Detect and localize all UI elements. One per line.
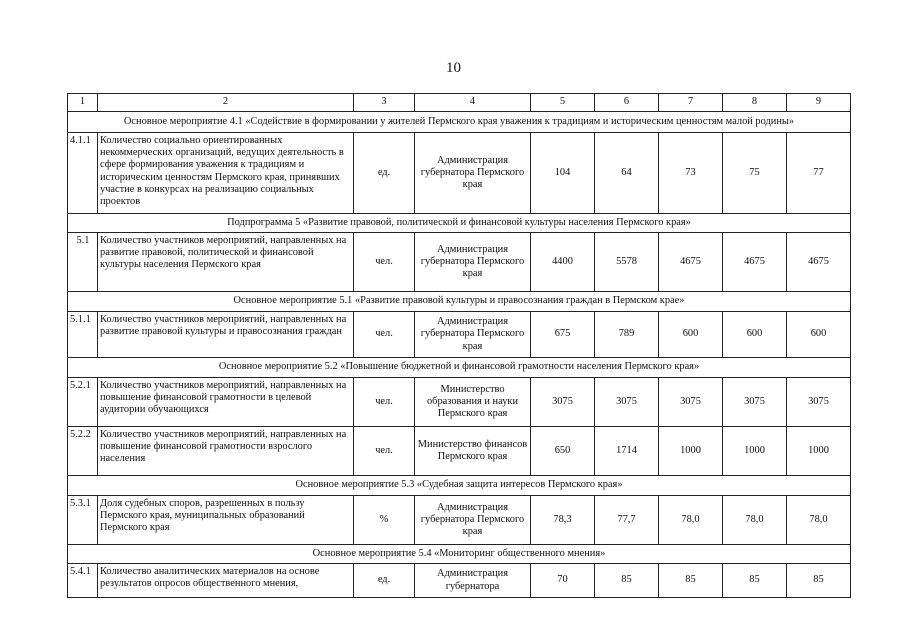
value-cell: 3075 [723,378,787,427]
table-row [68,564,851,598]
value-cell: 78,0 [723,496,787,545]
table-row [68,427,851,476]
section-title: Основное мероприятие 4.1 «Содействие в формировании у жителей Пермского края уважения к традициям и историческим ценностям малой родины» [68,112,851,133]
section-title: Основное мероприятие 5.4 «Мониторинг общественного мнения» [68,545,851,564]
unit-cell: ед. [354,564,415,598]
executor-cell: Администрация губернатора Пермского края [415,312,531,358]
column-header: 7 [659,94,723,112]
value-cell: 1714 [595,427,659,476]
table-row [68,312,851,358]
value-cell: 3075 [787,378,851,427]
table-row [68,133,851,214]
value-cell: 3075 [659,378,723,427]
indicator-name: Количество участников мероприятий, направленных на развитие правовой, политической и финансовой культуры населения Пермского края [98,233,354,292]
value-cell: 77 [787,133,851,214]
value-cell: 85 [723,564,787,598]
row-number: 5.4.1 [68,564,98,598]
value-cell: 4675 [787,233,851,292]
value-cell: 600 [659,312,723,358]
section-row [68,214,851,233]
value-cell: 789 [595,312,659,358]
value-cell: 3075 [595,378,659,427]
value-cell: 104 [531,133,595,214]
section-row [68,358,851,378]
indicator-name: Доля судебных споров, разрешенных в пользу Пермского края, муниципальных образований Пермского края [98,496,354,545]
value-cell: 4400 [531,233,595,292]
section-row [68,112,851,133]
executor-cell: Администрация губернатора [415,564,531,598]
value-cell: 73 [659,133,723,214]
value-cell: 85 [595,564,659,598]
row-number: 5.3.1 [68,496,98,545]
value-cell: 78,0 [787,496,851,545]
value-cell: 675 [531,312,595,358]
table-header-row [68,94,851,112]
section-title: Основное мероприятие 5.1 «Развитие правовой культуры и правосознания граждан в Пермском крае» [68,292,851,312]
section-row [68,476,851,496]
column-header: 8 [723,94,787,112]
unit-cell: чел. [354,427,415,476]
value-cell: 1000 [659,427,723,476]
unit-cell: чел. [354,312,415,358]
value-cell: 64 [595,133,659,214]
value-cell: 85 [659,564,723,598]
value-cell: 78,3 [531,496,595,545]
table-row [68,496,851,545]
indicators-table [67,93,851,598]
row-number: 5.1 [68,233,98,292]
section-title: Основное мероприятие 5.3 «Судебная защита интересов Пермского края» [68,476,851,496]
executor-cell: Администрация губернатора Пермского края [415,496,531,545]
section-row [68,292,851,312]
unit-cell: чел. [354,233,415,292]
column-header: 1 [68,94,98,112]
row-number: 5.1.1 [68,312,98,358]
indicator-name: Количество аналитических материалов на основе результатов опросов общественного мнения, [98,564,354,598]
value-cell: 600 [787,312,851,358]
value-cell: 75 [723,133,787,214]
table-row [68,378,851,427]
section-title: Подпрограмма 5 «Развитие правовой, политической и финансовой культуры населения Пермского края» [68,214,851,233]
unit-cell: чел. [354,378,415,427]
value-cell: 600 [723,312,787,358]
executor-cell: Администрация губернатора Пермского края [415,133,531,214]
value-cell: 70 [531,564,595,598]
table-row [68,233,851,292]
section-title: Основное мероприятие 5.2 «Повышение бюджетной и финансовой грамотности населения Пермского края» [68,358,851,378]
value-cell: 5578 [595,233,659,292]
value-cell: 77,7 [595,496,659,545]
section-row [68,545,851,564]
column-header: 2 [98,94,354,112]
value-cell: 78,0 [659,496,723,545]
indicator-name: Количество социально ориентированных некоммерческих организаций, ведущих деятельность в сфере формирования уважения к традициям и историческим ценностям Пермского края, принявших участие в конкурсах на реализацию социальных проектов [98,133,354,214]
column-header: 5 [531,94,595,112]
value-cell: 650 [531,427,595,476]
row-number: 4.1.1 [68,133,98,214]
column-header: 3 [354,94,415,112]
indicator-name: Количество участников мероприятий, направленных на повышение финансовой грамотности взрослого населения [98,427,354,476]
value-cell: 4675 [659,233,723,292]
column-header: 9 [787,94,851,112]
row-number: 5.2.2 [68,427,98,476]
executor-cell: Министерство образования и науки Пермского края [415,378,531,427]
indicator-name: Количество участников мероприятий, направленных на повышение финансовой грамотности в целевой аудитории обучающихся [98,378,354,427]
page-number: 10 [446,60,461,76]
executor-cell: Администрация губернатора Пермского края [415,233,531,292]
executor-cell: Министерство финансов Пермского края [415,427,531,476]
indicator-name: Количество участников мероприятий, направленных на развитие правовой культуры и правосознания граждан [98,312,354,358]
row-number: 5.2.1 [68,378,98,427]
value-cell: 1000 [787,427,851,476]
column-header: 6 [595,94,659,112]
unit-cell: ед. [354,133,415,214]
column-header: 4 [415,94,531,112]
value-cell: 85 [787,564,851,598]
value-cell: 1000 [723,427,787,476]
unit-cell: % [354,496,415,545]
value-cell: 3075 [531,378,595,427]
value-cell: 4675 [723,233,787,292]
